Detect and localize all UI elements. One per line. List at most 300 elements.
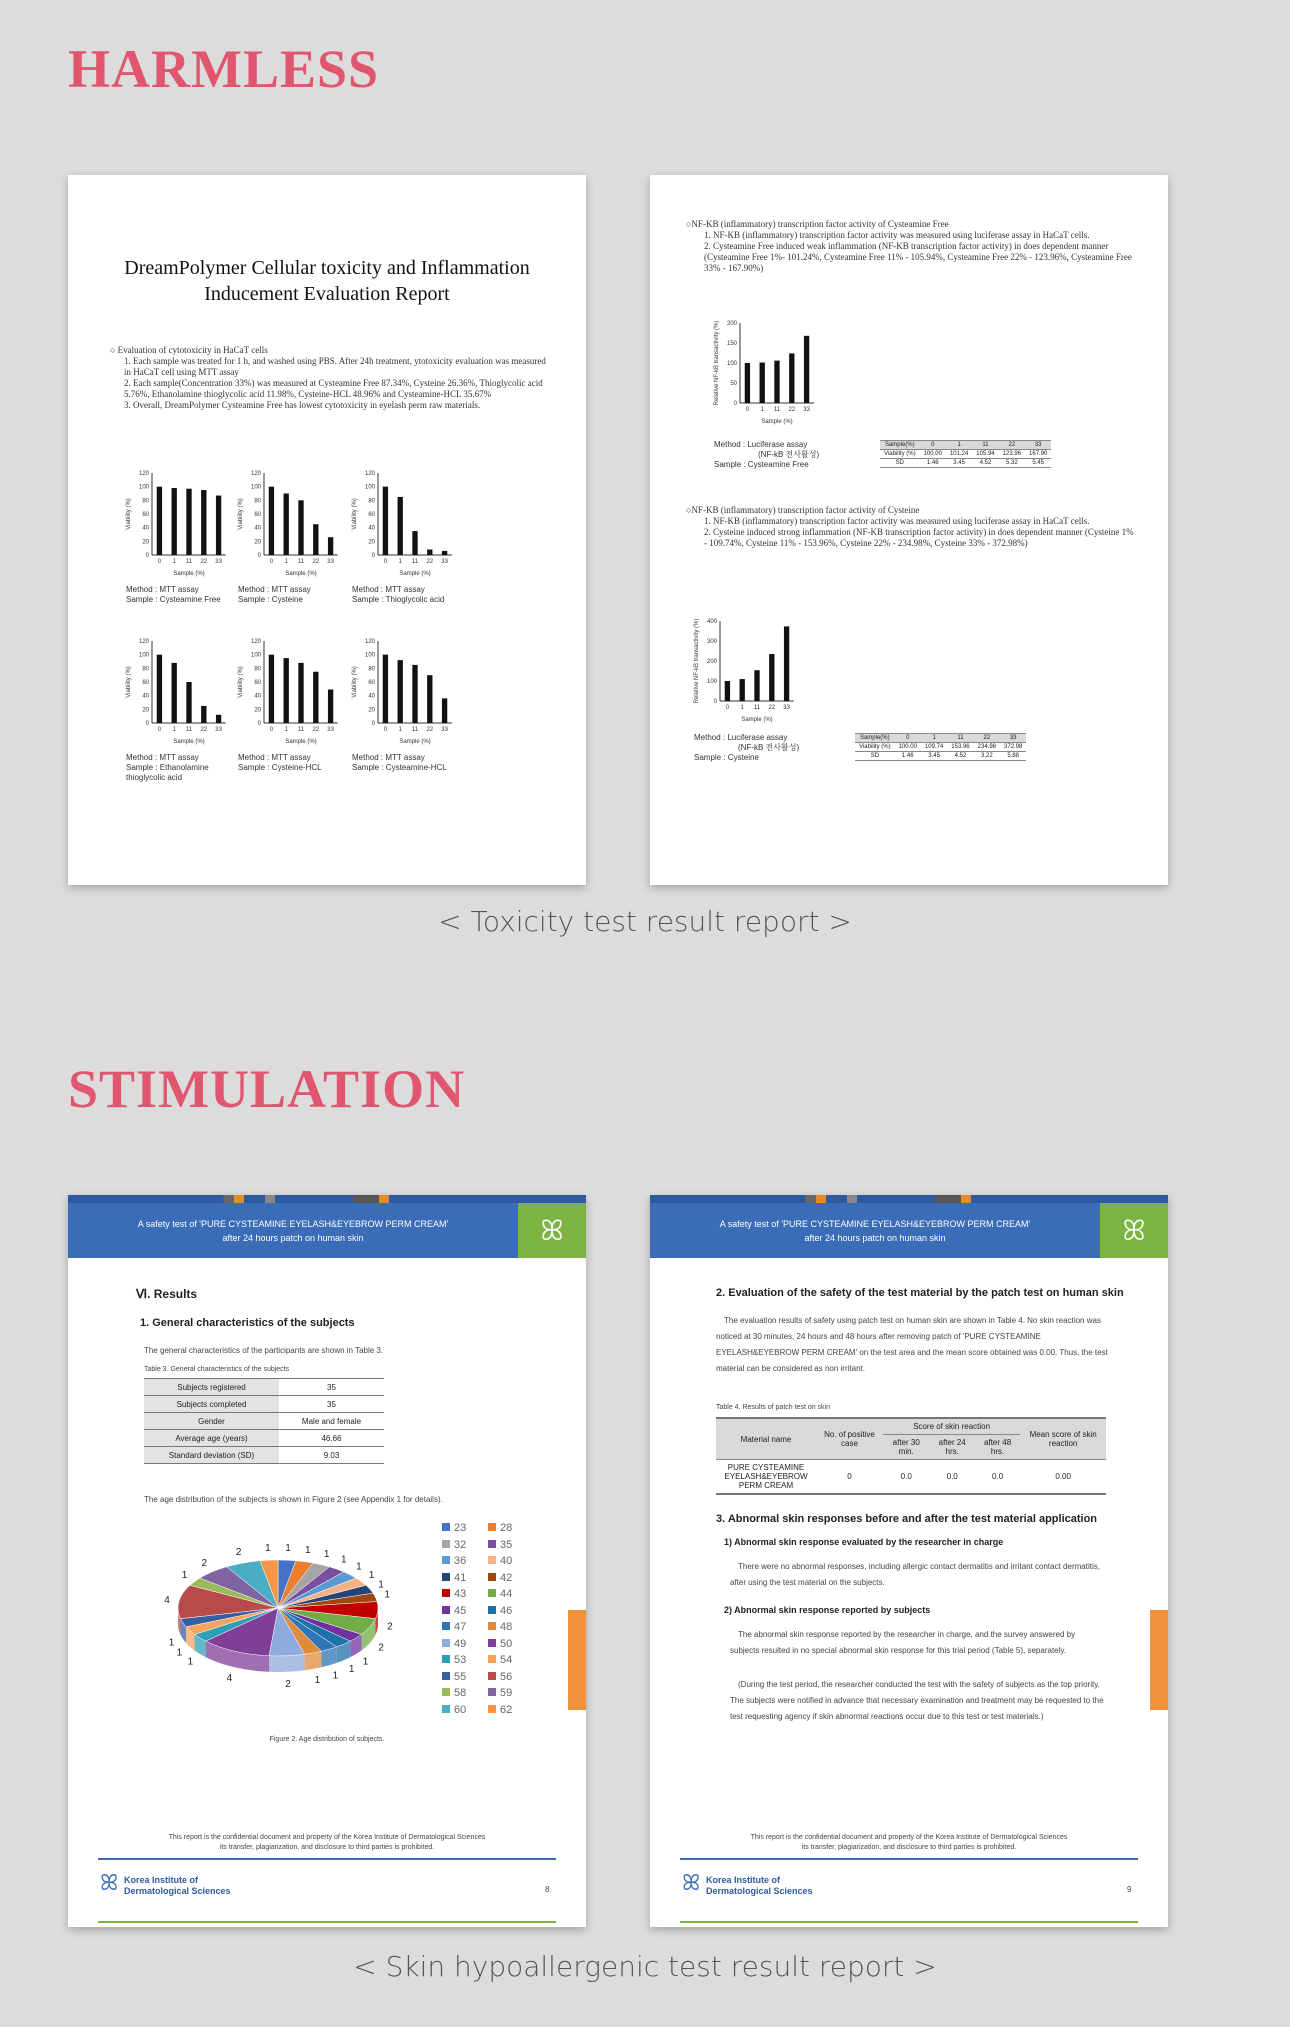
x-axis-label: Sample (%)	[761, 419, 793, 425]
table-cell: 22	[974, 734, 1000, 743]
pie-count-label: 4	[164, 1594, 170, 1606]
confidential-note-line2: its transfer, plagiarization, and disclosure to third parties is prohibited.	[219, 1844, 435, 1851]
y-tick-label: 200	[726, 321, 737, 327]
bar	[313, 524, 318, 555]
td-48hrs: 0.0	[975, 1460, 1020, 1495]
table-cell: 5.45	[1025, 459, 1051, 468]
abnormal-subjects-paragraph: The abnormal skin response reported by the researcher in charge, and the survey answered by subjects resulted in no special abnormal skin response for this trial period (Table 5), separately.	[730, 1630, 1076, 1655]
nfkb-table-1	[880, 440, 1051, 468]
y-tick-label: 60	[254, 680, 261, 686]
y-axis-label: Viability (%)	[352, 666, 358, 698]
viability-chart	[122, 635, 232, 747]
y-tick-label: 100	[726, 361, 737, 367]
y-axis-label: Viability (%)	[126, 666, 132, 698]
legend-item	[488, 1570, 534, 1587]
bar	[269, 655, 274, 723]
y-tick-label: 120	[364, 471, 375, 477]
table-value: 9.03	[279, 1447, 384, 1464]
table-row	[144, 1447, 384, 1464]
th-48hrs: after 48 hrs.	[975, 1435, 1020, 1460]
kids-logo-icon: ꕤ	[518, 1203, 586, 1258]
subjects-table	[144, 1378, 384, 1464]
legend-swatch	[442, 1556, 450, 1564]
age-legend	[442, 1520, 534, 1718]
report-header-line2: after 24 hours patch on human skin	[804, 1233, 946, 1243]
bar	[328, 690, 333, 723]
bar	[269, 487, 274, 555]
bar	[745, 363, 750, 403]
table-cell: 33	[1000, 734, 1026, 743]
y-axis-label: Viability (%)	[352, 498, 358, 530]
legend-label: 55	[454, 1670, 467, 1683]
subjects-paragraph: The general characteristics of the participants are shown in Table 3.	[144, 1346, 384, 1355]
bar	[201, 490, 206, 555]
pie-count-label: 1	[323, 1548, 330, 1560]
pie-count-label: 2	[378, 1642, 384, 1654]
legend-label: 59	[500, 1687, 513, 1699]
legend-item	[442, 1570, 488, 1587]
bar-chart-svg	[234, 635, 344, 747]
patch-report-page-8	[68, 1195, 586, 1927]
table-value: 35	[279, 1379, 384, 1396]
x-tick-label: 11	[753, 705, 761, 711]
x-tick-label: 11	[185, 727, 193, 733]
bar	[769, 654, 774, 701]
legend-item	[488, 1553, 534, 1570]
legend-swatch	[488, 1655, 496, 1663]
pie-count-label: 1	[168, 1637, 175, 1649]
y-tick-label: 300	[706, 639, 717, 645]
y-axis-label: Relative NF-kB transactivity (%)	[694, 618, 700, 704]
table-cell: 101.24	[946, 450, 972, 459]
td-mean: 0.00	[1020, 1460, 1106, 1495]
x-tick-label: 11	[297, 727, 305, 733]
legend-item	[442, 1652, 488, 1669]
table-cell: 3.45	[946, 459, 972, 468]
table-cell: 100.00	[895, 743, 921, 752]
legend-swatch	[442, 1705, 450, 1713]
y-tick-label: 100	[706, 679, 717, 685]
x-tick-label: 1	[284, 559, 288, 565]
x-tick-label: 1	[740, 705, 744, 711]
y-tick-label: 80	[142, 666, 149, 673]
bar	[157, 655, 162, 723]
nfkb-method-2	[694, 733, 799, 763]
y-tick-label: 150	[726, 341, 737, 347]
x-tick-label: 0	[725, 705, 730, 711]
kids-name-line2: Dermatological Sciences	[706, 1886, 813, 1896]
y-tick-label: 0	[145, 553, 149, 559]
table-cell: 1.46	[920, 459, 946, 468]
footer-divider	[680, 1858, 1138, 1860]
report-header	[650, 1203, 1100, 1258]
legend-swatch	[442, 1606, 450, 1614]
abnormal-subjects-heading: 2) Abnormal skin response reported by subjects	[724, 1605, 931, 1615]
x-tick-label: 33	[803, 407, 810, 413]
patch-table	[716, 1417, 1106, 1495]
pie-count-label: 1	[348, 1664, 355, 1676]
pie-count-label: 1	[378, 1579, 384, 1591]
table-row	[855, 743, 1026, 752]
y-tick-label: 0	[713, 699, 717, 705]
chart-method	[352, 753, 462, 773]
y-tick-label: 0	[145, 721, 149, 727]
legend-label: 44	[500, 1588, 513, 1600]
x-tick-label: 1	[172, 727, 176, 733]
pie-svg	[128, 1513, 428, 1723]
bar	[442, 551, 447, 555]
legend-label: 60	[454, 1703, 467, 1716]
y-tick-label: 20	[254, 539, 261, 546]
x-tick-label: 11	[185, 559, 193, 565]
kids-logo-icon: ꕤ	[1100, 1203, 1168, 1258]
report-bullet: ○ Evaluation of cytotoxicity in HaCaT cells	[110, 345, 268, 355]
table4-caption: Table 4. Results of patch test on skin	[716, 1404, 831, 1411]
x-tick-label: 33	[215, 727, 222, 733]
bar	[172, 488, 177, 555]
y-tick-label: 0	[257, 553, 261, 559]
th-score: Score of skin reaction	[883, 1418, 1020, 1435]
x-tick-label: 11	[297, 559, 305, 565]
bar-chart-svg	[122, 635, 232, 747]
page-number: 8	[545, 1885, 550, 1894]
y-tick-label: 20	[254, 707, 261, 714]
legend-item	[442, 1636, 488, 1653]
abnormal-subjects-note: (During the test period, the researcher conducted the test with the safety of subjects as the top priority. The subjects were notified in advance that necessary examination and treatment may be requested to the test requesting agency if skin abnormal reactions occur due to this test or test materials.)	[730, 1680, 1104, 1721]
kids-name-line1: Korea Institute of	[124, 1875, 199, 1885]
x-tick-label: 0	[157, 559, 162, 565]
chart-sample-line: Sample : Cysteamine-HCL	[352, 763, 447, 772]
report-title-line1: DreamPolymer Cellular toxicity and Inflammation	[124, 257, 530, 279]
legend-item	[442, 1553, 488, 1570]
legend-item	[488, 1685, 534, 1702]
y-tick-label: 60	[368, 512, 375, 518]
chart-method-line: Method : MTT assay	[238, 585, 311, 594]
table-cell: 0	[920, 441, 946, 450]
legend-label: 40	[500, 1555, 513, 1567]
y-tick-label: 400	[706, 619, 717, 625]
nfkb-block-1-head: ○NF-KB (inflammatory) transcription factor activity of Cysteamine Free	[686, 219, 949, 229]
confidential-note-line2: its transfer, plagiarization, and disclosure to third parties is prohibited.	[801, 1844, 1017, 1851]
pie-count-label: 2	[201, 1557, 208, 1569]
pie-count-label: 1	[181, 1569, 188, 1581]
y-tick-label: 60	[142, 512, 149, 518]
report-header-line1: A safety test of 'PURE CYSTEAMINE EYELASH&EYEBROW PERM CREAM'	[137, 1219, 449, 1229]
td-30min: 0.0	[883, 1460, 930, 1495]
th-24hrs: after 24 hrs.	[930, 1435, 975, 1460]
x-tick-label: 22	[768, 705, 776, 711]
legend-row	[442, 1553, 534, 1570]
caption-toxicity: < Toxicity test result report >	[438, 905, 852, 938]
legend-swatch	[488, 1688, 496, 1696]
table-label: Average age (years)	[144, 1430, 279, 1447]
kids-name-line1: Korea Institute of	[706, 1875, 781, 1885]
bar	[216, 496, 221, 555]
legend-row	[442, 1520, 534, 1537]
nfkb-method-2-line2: (NF-kB 전사활성)	[738, 743, 800, 752]
table-row	[880, 441, 1051, 450]
legend-row	[442, 1636, 534, 1653]
legend-swatch	[442, 1639, 450, 1647]
bar-chart-svg	[122, 467, 232, 579]
y-axis-label: Viability (%)	[238, 666, 244, 698]
footer-divider	[98, 1858, 556, 1860]
pie-count-label: 1	[305, 1545, 311, 1557]
y-tick-label: 20	[368, 707, 375, 714]
y-tick-label: 0	[733, 401, 737, 407]
th-material: Material name	[716, 1418, 816, 1460]
table-cell: 11	[972, 441, 998, 450]
pie-count-label: 1	[176, 1647, 183, 1659]
legend-item	[488, 1702, 534, 1719]
legend-label: 35	[500, 1538, 513, 1551]
table-row	[855, 752, 1026, 761]
table-cell: 123.96	[999, 450, 1025, 459]
kids-footer-icon: ꕤ	[100, 1870, 119, 1895]
chart-method-line: Method : MTT assay	[352, 585, 425, 594]
nfkb-table-2	[855, 733, 1026, 761]
bar-chart-svg	[348, 635, 458, 747]
bar	[760, 363, 765, 403]
x-axis-label: Sample (%)	[399, 739, 431, 745]
report-intro	[110, 345, 550, 411]
y-tick-label: 120	[364, 639, 375, 645]
table-row	[144, 1413, 384, 1430]
y-tick-label: 50	[730, 381, 737, 387]
table-label: Standard deviation (SD)	[144, 1447, 279, 1464]
pie-count-label: 1	[384, 1589, 390, 1601]
abnormal-researcher-paragraph: There were no abnormal responses, including allergic contact dermatitis and irritant contact dermatitis, after using the test material on the subjects.	[730, 1562, 1100, 1587]
confidential-note-line1: This report is the confidential document and property of the Korea Institute of Dermatological Sciences	[750, 1834, 1068, 1841]
legend-row	[442, 1537, 534, 1554]
table3-caption: Table 3. General characteristics of the subjects	[144, 1366, 290, 1373]
nfkb-block-1-item2: 2. Cysteamine Free induced weak inflammation (NF-KB transcription factor activity) in does dependent manner (Cysteamine Free 1%- 101.24%, Cysteamine Free 11% - 105.94%, Cysteamine Free 22% - 123.96%, Cysteamine Free 33% - 167.90%)	[704, 241, 1132, 273]
abnormal-heading: 3. Abnormal skin responses before and after the test material application	[716, 1513, 1098, 1525]
nfkb-block-1-text	[686, 219, 1136, 274]
legend-swatch	[488, 1573, 496, 1581]
pie-count-label: 2	[387, 1621, 393, 1633]
table-row	[144, 1379, 384, 1396]
y-tick-label: 40	[368, 693, 375, 700]
x-tick-label: 33	[441, 727, 448, 733]
y-axis-label: Viability (%)	[238, 498, 244, 530]
legend-row	[442, 1702, 534, 1719]
bar	[398, 497, 403, 555]
legend-label: 56	[500, 1670, 513, 1683]
header-stripe	[650, 1195, 1168, 1203]
nfkb-method-1	[714, 440, 819, 470]
nfkb-sample-2: Sample : Cysteine	[694, 753, 759, 762]
patch-eval-heading: 2. Evaluation of the safety of the test material by the patch test on human skin	[716, 1287, 1124, 1299]
table-cell: 1	[946, 441, 972, 450]
pie-count-label: 1	[356, 1561, 362, 1573]
y-tick-label: 200	[706, 659, 717, 665]
chart-method-line: Method : MTT assay	[126, 585, 199, 594]
y-tick-label: 60	[368, 680, 375, 686]
kids-name	[706, 1875, 813, 1897]
x-tick-label: 22	[312, 559, 320, 565]
table-row	[880, 459, 1051, 468]
legend-row	[442, 1603, 534, 1620]
section-title-harmless: HARMLESS	[68, 39, 380, 99]
chart-method	[238, 753, 348, 773]
legend-label: 50	[500, 1637, 513, 1650]
legend-swatch	[442, 1589, 450, 1597]
footer-green-line	[680, 1921, 1138, 1923]
y-tick-label: 40	[142, 693, 149, 700]
nfkb-method-2-line: Method : Luciferase assay	[694, 733, 788, 742]
table-cell: 33	[1025, 441, 1051, 450]
nfkb-block-2-item2: 2. Cysteine induced strong inflammation (NF-KB transcription factor activity) in does dependent manner (Cysteine 1% - 109.74%, Cysteine 11% - 153.96%, Cysteine 22% - 234.98%, Cysteine 33% - 372.98%)	[704, 527, 1134, 548]
legend-label: 28	[500, 1522, 513, 1534]
x-tick-label: 0	[383, 559, 388, 565]
legend-swatch	[488, 1606, 496, 1614]
x-tick-label: 1	[398, 559, 402, 565]
x-axis-label: Sample (%)	[173, 739, 205, 745]
bar	[172, 663, 177, 723]
bar	[313, 672, 318, 723]
table-cell: 3.45	[921, 752, 947, 761]
nfkb-block-2-text	[686, 505, 1136, 549]
y-tick-label: 0	[371, 721, 375, 727]
table-cell: 100.00	[920, 450, 946, 459]
bar-chart-svg	[234, 467, 344, 579]
legend-swatch	[442, 1523, 450, 1531]
y-tick-label: 120	[250, 639, 261, 645]
legend-swatch	[488, 1639, 496, 1647]
legend-label: 41	[454, 1571, 467, 1584]
bar	[398, 660, 403, 723]
bar	[427, 675, 432, 723]
confidential-note-line1: This report is the confidential document and property of the Korea Institute of Dermatological Sciences	[168, 1834, 486, 1841]
pie-count-label: 1	[341, 1554, 347, 1566]
bar	[789, 353, 794, 403]
table-cell: 1	[921, 734, 947, 743]
legend-label: 32	[454, 1538, 467, 1551]
page-edge-tab	[1150, 1610, 1168, 1710]
legend-label: 48	[500, 1621, 513, 1633]
results-heading: Ⅵ. Results	[136, 1287, 198, 1301]
nfkb-chart-cysteamine-free	[710, 317, 820, 427]
x-tick-label: 1	[172, 559, 176, 565]
legend-item	[442, 1702, 488, 1719]
patch-report-page-9	[650, 1195, 1168, 1927]
table-cell: SD	[855, 752, 895, 761]
y-tick-label: 80	[368, 498, 375, 505]
pie-count-label: 1	[285, 1543, 291, 1555]
bar	[201, 706, 206, 723]
x-tick-label: 33	[441, 559, 448, 565]
bar	[328, 537, 333, 555]
table-row	[144, 1430, 384, 1447]
y-tick-label: 100	[138, 484, 149, 491]
table-label: Subjects registered	[144, 1379, 279, 1396]
x-tick-label: 1	[760, 407, 764, 413]
bar	[427, 550, 432, 555]
bar	[186, 682, 191, 723]
td-material: PURE CYSTEAMINE EYELASH&EYEBROW PERM CREAM	[716, 1460, 816, 1495]
viability-chart	[348, 635, 458, 747]
legend-row	[442, 1652, 534, 1669]
viability-chart	[122, 467, 232, 579]
legend-item	[442, 1619, 488, 1636]
x-tick-label: 22	[200, 727, 208, 733]
x-tick-label: 22	[788, 407, 796, 413]
report-title-line2: Inducement Evaluation Report	[204, 283, 450, 305]
kids-name	[124, 1875, 231, 1897]
pie-count-label: 1	[314, 1675, 321, 1687]
nfkb-block-2-head: ○NF-KB (inflammatory) transcription factor activity of Cysteine	[686, 505, 920, 515]
x-tick-label: 22	[426, 559, 434, 565]
x-axis-label: Sample (%)	[285, 571, 317, 577]
bar	[442, 698, 447, 723]
legend-swatch	[442, 1672, 450, 1680]
legend-row	[442, 1586, 534, 1603]
x-tick-label: 11	[411, 559, 419, 565]
table-cell: 4.52	[947, 752, 973, 761]
y-tick-label: 120	[138, 639, 149, 645]
th-30min: after 30 min.	[883, 1435, 930, 1460]
legend-swatch	[488, 1523, 496, 1531]
legend-swatch	[488, 1622, 496, 1630]
nfkb-block-1-item1: 1. NF-KB (inflammatory) transcription factor activity was measured using luciferase assay in HaCaT cells.	[704, 230, 1090, 240]
table-value: Male and female	[279, 1413, 384, 1430]
table-cell: SD	[880, 459, 920, 468]
viability-chart	[348, 467, 458, 579]
kids-footer-icon: ꕤ	[682, 1870, 701, 1895]
chart-method	[352, 585, 462, 605]
pie-count-label: 1	[265, 1543, 271, 1555]
nfkb-block-2-item1: 1. NF-KB (inflammatory) transcription factor activity was measured using luciferase assay in HaCaT cells.	[704, 516, 1090, 526]
chart-method	[238, 585, 348, 605]
legend-item	[488, 1652, 534, 1669]
report-title	[108, 255, 546, 307]
x-tick-label: 1	[398, 727, 402, 733]
figure2-caption: Figure 2. Age distribution of subjects.	[269, 1736, 385, 1743]
chart-sample-line: Sample : Cysteamine Free	[126, 595, 221, 604]
legend-label: 53	[454, 1654, 467, 1666]
y-tick-label: 60	[254, 512, 261, 518]
bar	[157, 487, 162, 555]
legend-swatch	[488, 1540, 496, 1548]
y-tick-label: 40	[142, 525, 149, 532]
legend-label: 43	[454, 1588, 467, 1600]
y-tick-label: 0	[371, 553, 375, 559]
table-cell: 109.74	[921, 743, 947, 752]
report-item-3: 3. Overall, DreamPolymer Cysteamine Free has lowest cytotoxicity in eyelash perm raw materials.	[124, 400, 481, 410]
table-cell: 167.90	[1025, 450, 1051, 459]
bar	[754, 670, 759, 701]
y-tick-label: 120	[138, 471, 149, 477]
pie-count-label: 2	[235, 1546, 242, 1558]
x-tick-label: 22	[426, 727, 434, 733]
table-cell: 5.32	[999, 459, 1025, 468]
table-cell: 22	[999, 441, 1025, 450]
legend-swatch	[488, 1672, 496, 1680]
legend-item	[488, 1537, 534, 1554]
legend-swatch	[442, 1622, 450, 1630]
legend-item	[488, 1520, 534, 1537]
bar	[412, 665, 417, 723]
bar	[298, 500, 303, 555]
y-axis-label: Relative NF-kB transactivity (%)	[714, 320, 720, 406]
nfkb-method-1-line: Method : Luciferase assay	[714, 440, 808, 449]
chart-sample-line: Sample : Ethanolamine thioglycolic acid	[126, 763, 209, 782]
bar-chart-svg	[348, 467, 458, 579]
table-cell: 372.98	[1000, 743, 1026, 752]
x-tick-label: 0	[157, 727, 162, 733]
x-axis-label: Sample (%)	[399, 571, 431, 577]
